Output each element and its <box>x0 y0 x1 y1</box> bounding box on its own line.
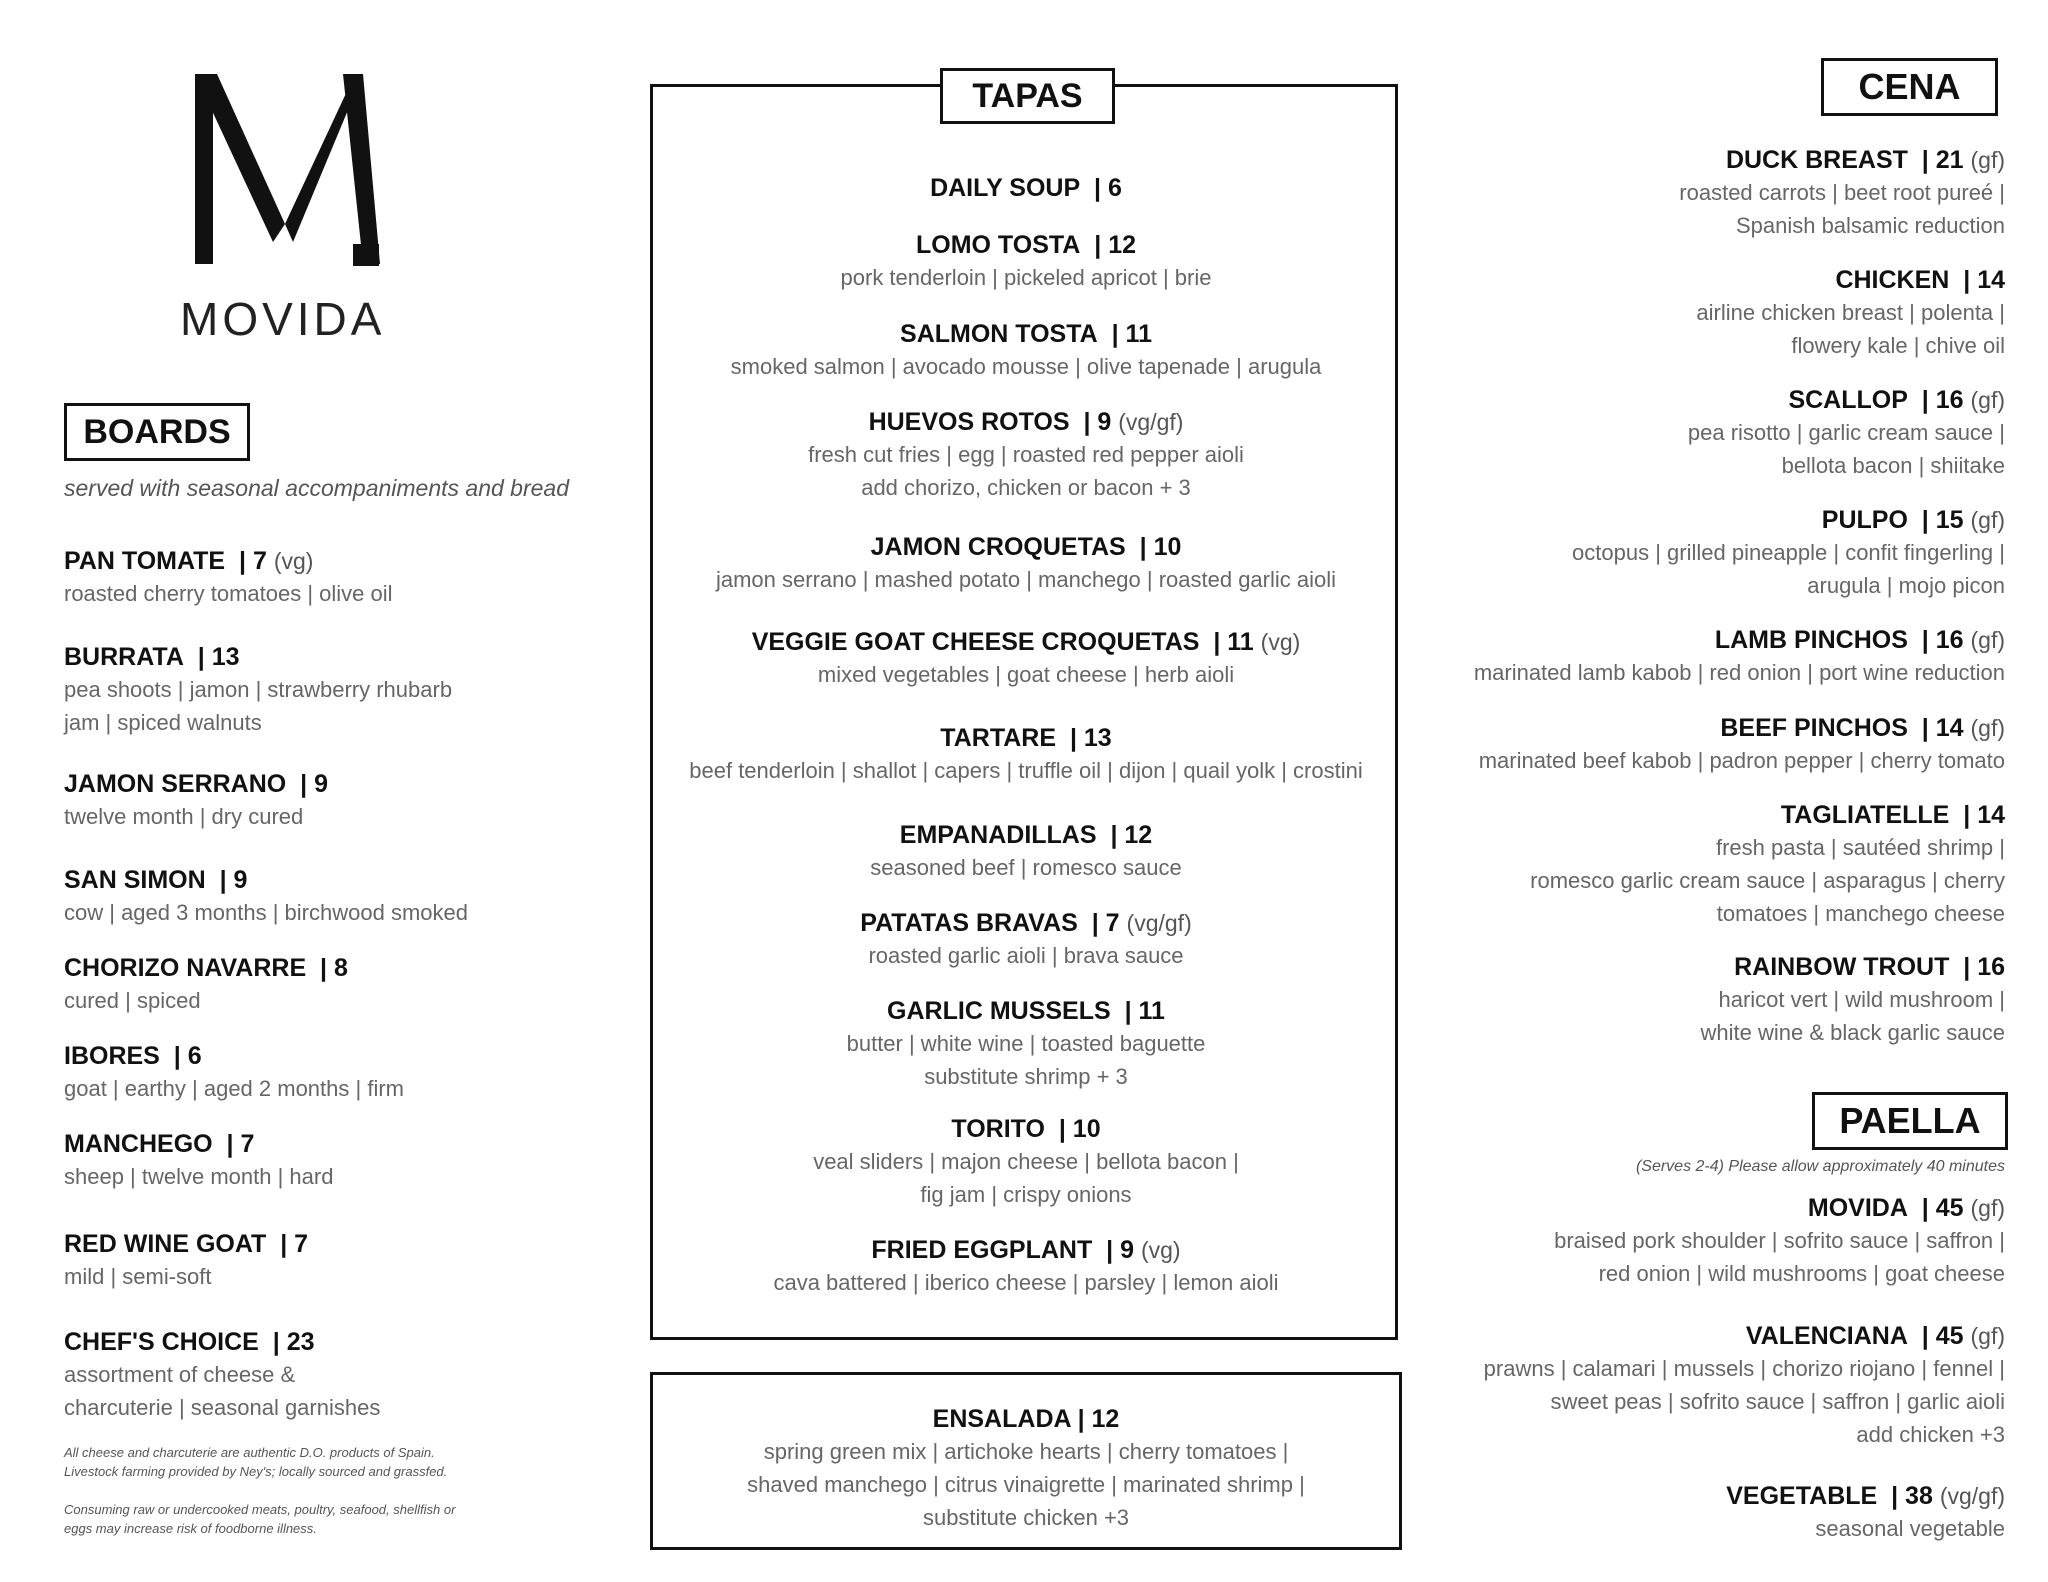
menu-item <box>655 406 1397 504</box>
menu-item <box>1365 264 2005 362</box>
menu-item <box>1365 504 2005 602</box>
item-price: | 16 <box>1921 626 1964 654</box>
item-desc: jam | spiced walnuts <box>64 710 262 735</box>
item-desc: romesco garlic cream sauce | asparagus | cherry <box>1530 868 2005 893</box>
item-desc: sweet peas | sofrito sauce | saffron | garlic aioli <box>1550 1389 2005 1414</box>
item-diet-tag: (vg) <box>1260 629 1301 655</box>
item-diet-tag: (gf) <box>1970 507 2005 533</box>
item-price: | 13 <box>1069 724 1112 752</box>
item-name: LAMB PINCHOS <box>1714 626 1908 654</box>
item-name: HUEVOS ROTOS <box>868 408 1070 436</box>
menu-item <box>1365 624 2005 689</box>
menu-item <box>64 952 348 1017</box>
menu-item <box>655 531 1397 596</box>
item-diet-tag: (gf) <box>1970 1195 2005 1221</box>
item-price: | 10 <box>1058 1115 1101 1143</box>
item-desc: substitute chicken +3 <box>922 1505 1130 1530</box>
item-diet-tag: (vg/gf) <box>1126 910 1192 936</box>
item-name: RED WINE GOAT <box>64 1230 267 1258</box>
item-desc: fresh cut fries | egg | roasted red pepper aioli <box>808 442 1244 467</box>
item-price: | 6 <box>173 1042 202 1070</box>
item-price: | 7 <box>1091 909 1120 937</box>
item-name: SALMON TOSTA <box>900 320 1098 348</box>
menu-item <box>655 172 1397 204</box>
item-name: JAMON CROQUETAS <box>870 533 1126 561</box>
item-desc: beef tenderloin | shallot | capers | truffle oil | dijon | quail yolk | crostini <box>689 758 1363 783</box>
item-name: RAINBOW TROUT <box>1734 953 1950 981</box>
item-price: | 12 <box>1094 231 1136 259</box>
tapas-heading: TAPAS <box>940 68 1115 124</box>
item-desc: cured | spiced <box>64 988 201 1013</box>
item-name: ENSALADA <box>932 1405 1071 1433</box>
item-name: MOVIDA <box>1807 1194 1908 1222</box>
item-desc: veal sliders | majon cheese | bellota bacon | <box>813 1149 1239 1174</box>
item-desc: assortment of cheese & <box>64 1362 296 1387</box>
item-diet-tag: (gf) <box>1970 1323 2005 1349</box>
item-diet-tag: (gf) <box>1970 147 2005 173</box>
item-desc: marinated lamb kabob | red onion | port wine reduction <box>1473 660 2005 685</box>
item-desc: roasted cherry tomatoes | olive oil <box>64 581 393 606</box>
menu-item <box>655 1234 1397 1299</box>
movida-logo-icon <box>185 74 385 274</box>
menu-item <box>64 641 452 739</box>
item-desc: charcuterie | seasonal garnishes <box>64 1395 381 1420</box>
item-price: | 45 <box>1921 1322 1964 1350</box>
menu-item <box>655 722 1397 787</box>
menu-item <box>64 545 393 610</box>
item-price: | 11 <box>1213 628 1254 656</box>
item-price: | 23 <box>272 1328 315 1356</box>
item-desc: flowery kale | chive oil <box>1791 333 2005 358</box>
item-price: | 11 <box>1111 320 1152 348</box>
item-desc: goat | earthy | aged 2 months | firm <box>64 1076 404 1101</box>
menu-item <box>64 1228 308 1293</box>
menu-item <box>1365 951 2005 1049</box>
menu-item <box>1365 712 2005 777</box>
item-desc: pea shoots | jamon | strawberry rhubarb <box>64 677 453 702</box>
item-name: VEGGIE GOAT CHEESE CROQUETAS <box>751 628 1200 656</box>
item-price: | 10 <box>1139 533 1182 561</box>
menu-item <box>64 1326 380 1424</box>
item-name: VEGETABLE <box>1726 1482 1878 1510</box>
item-name: BURRATA <box>64 643 184 671</box>
item-price: | 9 <box>300 770 329 798</box>
footnote-line: All cheese and charcuterie are authentic D.O. products of Spain. <box>64 1445 435 1460</box>
item-diet-tag: (vg/gf) <box>1118 409 1184 435</box>
item-desc: fresh pasta | sautéed shrimp | <box>1715 835 2005 860</box>
menu-item <box>655 229 1397 294</box>
boards-heading: BOARDS <box>64 403 250 461</box>
ensalada-item <box>655 1403 1397 1534</box>
item-name: CHEF'S CHOICE <box>64 1328 259 1356</box>
item-desc: smoked salmon | avocado mousse | olive tapenade | arugula <box>730 354 1322 379</box>
item-desc: bellota bacon | shiitake <box>1781 453 2005 478</box>
item-name: BEEF PINCHOS <box>1720 714 1908 742</box>
boards-subtitle: served with seasonal accompaniments and bread <box>64 475 570 501</box>
item-desc: haricot vert | wild mushroom | <box>1718 987 2005 1012</box>
item-name: TARTARE <box>940 724 1057 752</box>
item-desc: seasoned beef | romesco sauce <box>870 855 1182 880</box>
item-desc: white wine & black garlic sauce <box>1700 1020 2005 1045</box>
menu-item <box>1365 384 2005 482</box>
item-desc: marinated beef kabob | padron pepper | cherry tomato <box>1478 748 2005 773</box>
item-name: SAN SIMON <box>64 866 206 894</box>
menu-item <box>655 626 1397 691</box>
item-desc: spring green mix | artichoke hearts | cherry tomatoes | <box>763 1439 1289 1464</box>
item-name: DUCK BREAST <box>1725 146 1908 174</box>
menu-item <box>64 864 468 929</box>
cena-heading: CENA <box>1821 58 1998 116</box>
item-diet-tag: (vg) <box>1140 1237 1181 1263</box>
item-name: FRIED EGGPLANT <box>871 1236 1093 1264</box>
item-name: IBORES <box>64 1042 160 1070</box>
item-desc: braised pork shoulder | sofrito sauce | saffron | <box>1554 1228 2005 1253</box>
menu-item <box>655 995 1397 1093</box>
footnote-line: Consuming raw or undercooked meats, poultry, seafood, shellfish or <box>64 1502 456 1517</box>
item-price: | 8 <box>320 954 348 982</box>
item-price: | 6 <box>1094 174 1122 202</box>
footnote-line: eggs may increase risk of foodborne illness. <box>64 1521 317 1536</box>
item-diet-tag: (gf) <box>1970 715 2005 741</box>
item-desc: cow | aged 3 months | birchwood smoked <box>64 900 468 925</box>
item-name: VALENCIANA <box>1745 1322 1908 1350</box>
footnote-sourcing <box>64 1443 447 1481</box>
item-name: JAMON SERRANO <box>64 770 287 798</box>
menu-item <box>1365 1480 2005 1545</box>
item-price: | 11 <box>1124 997 1165 1025</box>
item-price: | 14 <box>1963 266 2005 294</box>
item-desc: arugula | mojo picon <box>1807 573 2005 598</box>
item-name: GARLIC MUSSELS <box>887 997 1111 1025</box>
item-desc: butter | white wine | toasted baguette <box>846 1031 1206 1056</box>
menu-item <box>655 819 1397 884</box>
item-price: | 45 <box>1921 1194 1964 1222</box>
item-price: | 7 <box>239 547 267 575</box>
item-desc: cava battered | iberico cheese | parsley | lemon aioli <box>773 1270 1279 1295</box>
item-name: CHICKEN <box>1835 266 1950 294</box>
menu-item <box>1365 144 2005 242</box>
item-price: | 16 <box>1921 386 1964 414</box>
item-price: | 9 <box>219 866 248 894</box>
item-desc: add chorizo, chicken or bacon + 3 <box>861 475 1191 500</box>
item-name: MANCHEGO <box>64 1130 213 1158</box>
item-price: | 12 <box>1110 821 1153 849</box>
item-price: | 9 <box>1083 408 1112 436</box>
item-name: EMPANADILLAS <box>899 821 1097 849</box>
menu-item <box>655 318 1397 383</box>
item-price: | 14 <box>1963 801 2005 829</box>
item-price: | 7 <box>226 1130 255 1158</box>
item-price: | 16 <box>1963 953 2005 981</box>
item-desc: prawns | calamari | mussels | chorizo riojano | fennel | <box>1483 1356 2005 1381</box>
item-name: LOMO TOSTA <box>916 231 1081 259</box>
item-desc: Spanish balsamic reduction <box>1735 213 2005 238</box>
item-desc: roasted carrots | beet root pureé | <box>1679 180 2005 205</box>
item-name: SCALLOP <box>1788 386 1908 414</box>
item-desc: roasted garlic aioli | brava sauce <box>868 943 1184 968</box>
menu-item <box>1365 1320 2005 1451</box>
paella-note: (Serves 2-4) Please allow approximately 40 minutes <box>1635 1158 2005 1175</box>
menu-item <box>655 1113 1397 1211</box>
item-desc: substitute shrimp + 3 <box>924 1064 1128 1089</box>
item-price: | 9 <box>1106 1236 1135 1264</box>
item-desc: twelve month | dry cured <box>64 804 304 829</box>
item-name: PATATAS BRAVAS <box>860 909 1078 937</box>
menu-item <box>1365 1192 2005 1290</box>
item-desc: sheep | twelve month | hard <box>64 1164 334 1189</box>
item-desc: pea risotto | garlic cream sauce | <box>1687 420 2005 445</box>
paella-heading: PAELLA <box>1812 1092 2008 1150</box>
item-name: DAILY SOUP <box>930 174 1081 202</box>
item-price: | 15 <box>1921 506 1964 534</box>
item-name: PULPO <box>1821 506 1908 534</box>
item-name: TORITO <box>951 1115 1045 1143</box>
item-name: CHORIZO NAVARRE <box>64 954 307 982</box>
item-name: PAN TOMATE <box>64 547 226 575</box>
item-desc: fig jam | crispy onions <box>920 1182 1132 1207</box>
item-desc: mild | semi-soft <box>64 1264 212 1289</box>
item-desc: seasonal vegetable <box>1815 1516 2005 1541</box>
item-desc: red onion | wild mushrooms | goat cheese <box>1598 1261 2005 1286</box>
item-name: TAGLIATELLE <box>1780 801 1950 829</box>
menu-item <box>64 1128 333 1193</box>
item-desc: mixed vegetables | goat cheese | herb aioli <box>817 662 1235 687</box>
footnote-line: Livestock farming provided by Ney's; locally sourced and grassfed. <box>64 1464 448 1479</box>
menu-item <box>64 768 328 833</box>
item-desc: tomatoes | manchego cheese <box>1716 901 2005 926</box>
item-price: | 13 <box>197 643 240 671</box>
brand-name: MOVIDA <box>180 293 386 345</box>
item-price: | 14 <box>1921 714 1964 742</box>
item-price: | 21 <box>1921 146 1964 174</box>
menu-item <box>64 1040 404 1105</box>
item-price: | 12 <box>1077 1405 1120 1433</box>
item-diet-tag: (vg/gf) <box>1939 1483 2005 1509</box>
item-desc: jamon serrano | mashed potato | manchego | roasted garlic aioli <box>715 567 1337 592</box>
item-diet-tag: (gf) <box>1970 627 2005 653</box>
item-diet-tag: (vg) <box>273 548 314 574</box>
item-desc: shaved manchego | citrus vinaigrette | marinated shrimp | <box>747 1472 1305 1497</box>
item-desc: pork tenderloin | pickeled apricot | brie <box>840 265 1212 290</box>
item-diet-tag: (gf) <box>1970 387 2005 413</box>
footnote-health <box>64 1500 455 1538</box>
item-price: | 7 <box>280 1230 309 1258</box>
item-desc: octopus | grilled pineapple | confit fingerling | <box>1572 540 2005 565</box>
item-price: | 38 <box>1891 1482 1933 1510</box>
menu-item <box>1365 799 2005 930</box>
item-desc: add chicken +3 <box>1856 1422 2005 1447</box>
menu-item <box>655 907 1397 972</box>
item-desc: airline chicken breast | polenta | <box>1696 300 2005 325</box>
